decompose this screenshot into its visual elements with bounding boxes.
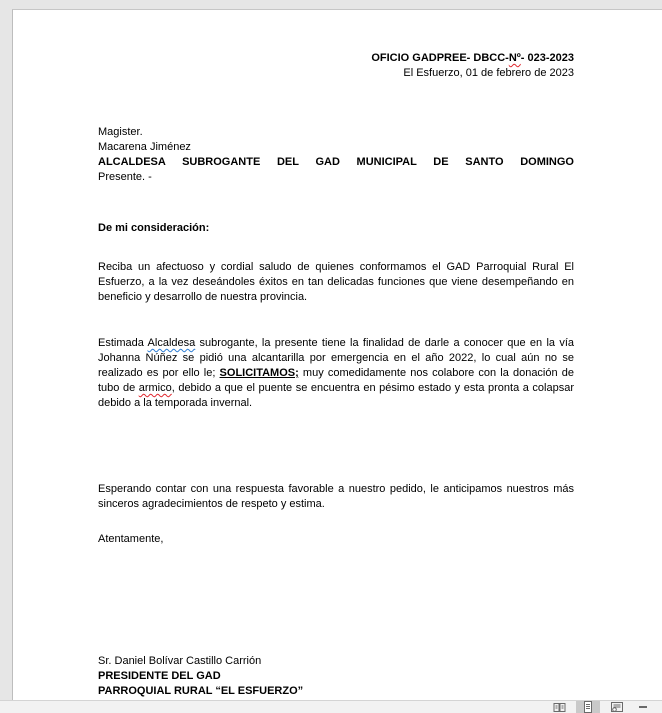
recipient-degree: Magister. [98,126,143,138]
zoom-out-button[interactable] [636,701,650,713]
paragraph-request [98,336,574,411]
solicitamos-emphasis: SOLICITAMOS; [219,367,299,379]
signer-title-line1: PRESIDENTE DEL GAD [98,670,221,682]
ref-suffix: - 023-2023 [520,52,574,64]
salutation: De mi consideración: [98,222,210,234]
letter-place-date: El Esfuerzo, 01 de febrero de 2023 [403,67,574,79]
recipient-name: Macarena Jiménez [98,141,191,153]
letter-reference-number [98,51,574,66]
read-mode-icon [553,702,566,713]
signer-name: Sr. Daniel Bolívar Castillo Carrión [98,655,262,667]
web-layout-button[interactable] [605,701,629,713]
print-layout-button[interactable] [576,701,600,713]
minus-icon [639,706,647,708]
document-page[interactable] [12,9,662,701]
recipient-title: ALCALDESA SUBROGANTE DEL GAD MUNICIPAL DE SANTO DOMINGO [98,156,574,168]
request-seg1: Estimada [98,337,148,349]
request-seg3: muy comedidamente nos colabore con la donación de tubo de [98,367,574,394]
signature-block [98,654,574,699]
print-layout-icon [582,701,594,713]
paragraph-greeting: Reciba un afectuoso y cordial saludo de quienes conformamos el GAD Parroquial Rural El Esfuerzo, a la vez deseándoles éxitos en tan delicadas funciones que viene desempeñando en beneficio y desarrollo de nuestra provincia. [98,261,574,303]
grammar-flagged-word: Alcaldesa [147,337,196,349]
web-layout-icon [610,701,624,713]
recipient-block [98,125,574,185]
closing: Atentamente, [98,533,164,545]
recipient-presente: Presente. - [98,171,152,183]
spelling-flagged-word: armico [138,382,172,394]
read-mode-button[interactable] [547,701,571,713]
request-seg2: subrogante, la presente tiene la finalidad de darle a conocer que en la vía Johanna Núñez se pidió una alcantarilla por emergencia en el año 2022, lo cual aún no se realizado es por ello le; [98,337,574,379]
request-seg4: , debido a que el puente se encuentra en pésimo estado y esta pronta a colapsar debido a la temporada invernal. [98,382,574,409]
signer-title-line2: PARROQUIAL RURAL “EL ESFUERZO” [98,685,304,697]
paragraph-thanks: Esperando contar con una respuesta favorable a nuestro pedido, le anticipamos nuestros más sinceros agradecimientos de respeto y estima. [98,483,574,510]
letter-header [98,51,574,81]
ref-spellcheck-flagged: Nº [508,52,521,64]
ref-prefix: OFICIO GADPREE- DBCC- [371,52,509,64]
status-bar [0,700,662,713]
